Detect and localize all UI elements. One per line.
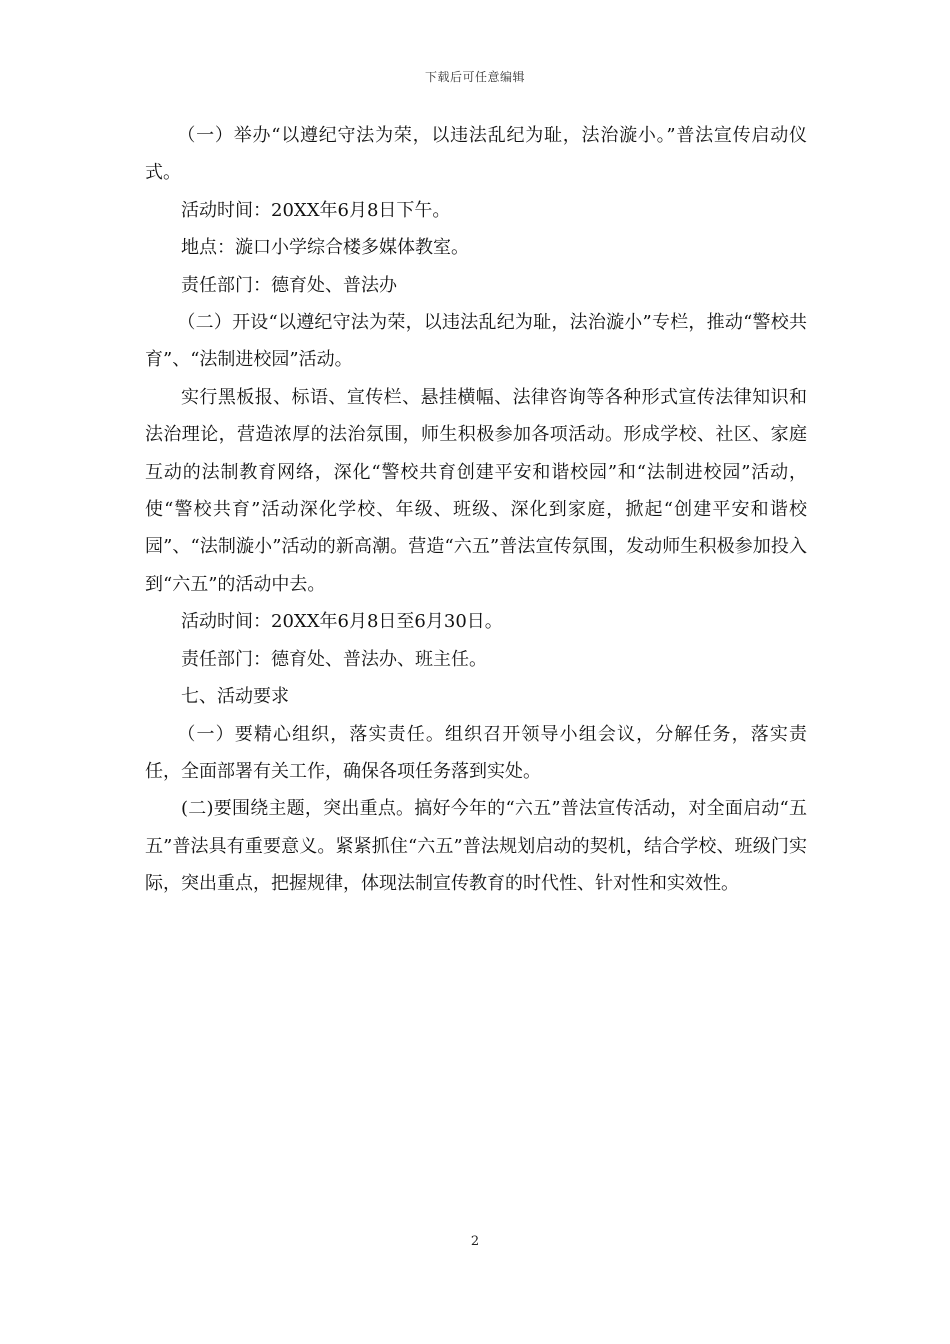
document-body bbox=[145, 117, 807, 903]
paragraph-ceremony-time: 活动时间：20XX年6月8日下午。 bbox=[181, 199, 451, 221]
paragraph-column-description: 实行黑板报、标语、宣传栏、悬挂横幅、法律咨询等各种形式宣传法律知识和法治理论，营造浓厚的法治氛围，师生积极参加各项活动。形成学校、社区、家庭互动的法制教育网络，深化“警校共育创建平安和谐校园”和“法制进校园”活动，使“警校共育”活动深化学校、年级、班级、深化到家庭，掀起“创建平安和谐校园”、“法制漩小”活动的新高潮。营造“六五”普法宣传氛围，发动师生积极参加投入到“六五”的活动中去。 bbox=[145, 386, 807, 595]
paragraph-requirement-1: （一）要精心组织，落实责任。组织召开领导小组会议，分解任务，落实责任，全面部署有关工作，确保各项任务落到实处。 bbox=[145, 723, 807, 782]
paragraph-ceremony-location: 地点：漩口小学综合楼多媒体教室。 bbox=[181, 237, 469, 259]
paragraph-column-department: 责任部门：德育处、普法办、班主任。 bbox=[181, 648, 487, 670]
section-heading-requirements: 七、活动要求 bbox=[181, 686, 289, 708]
paragraph-requirement-2: (二)要围绕主题，突出重点。搞好今年的“六五”普法宣传活动，对全面启动“五五”普法具有重要意义。紧紧抓住“六五”普法规划启动的契机，结合学校、班级门实际，突出重点，把握规律，体现法制宣传教育的时代性、针对性和实效性。 bbox=[145, 798, 807, 895]
paragraph-column-title: （二）开设“以遵纪守法为荣，以违法乱纪为耻，法治漩小”专栏，推动“警校共育”、“法制进校园”活动。 bbox=[145, 312, 807, 371]
page-number: 2 bbox=[470, 1234, 480, 1249]
paragraph-ceremony-department: 责任部门：德育处、普法办 bbox=[181, 274, 397, 296]
paragraph-column-time: 活动时间：20XX年6月8日至6月30日。 bbox=[181, 611, 503, 633]
paragraph-ceremony-title: （一）举办“以遵纪守法为荣，以违法乱纪为耻，法治漩小。”普法宣传启动仪式。 bbox=[145, 125, 807, 184]
page-header: 下载后可任意编辑 bbox=[424, 70, 525, 84]
